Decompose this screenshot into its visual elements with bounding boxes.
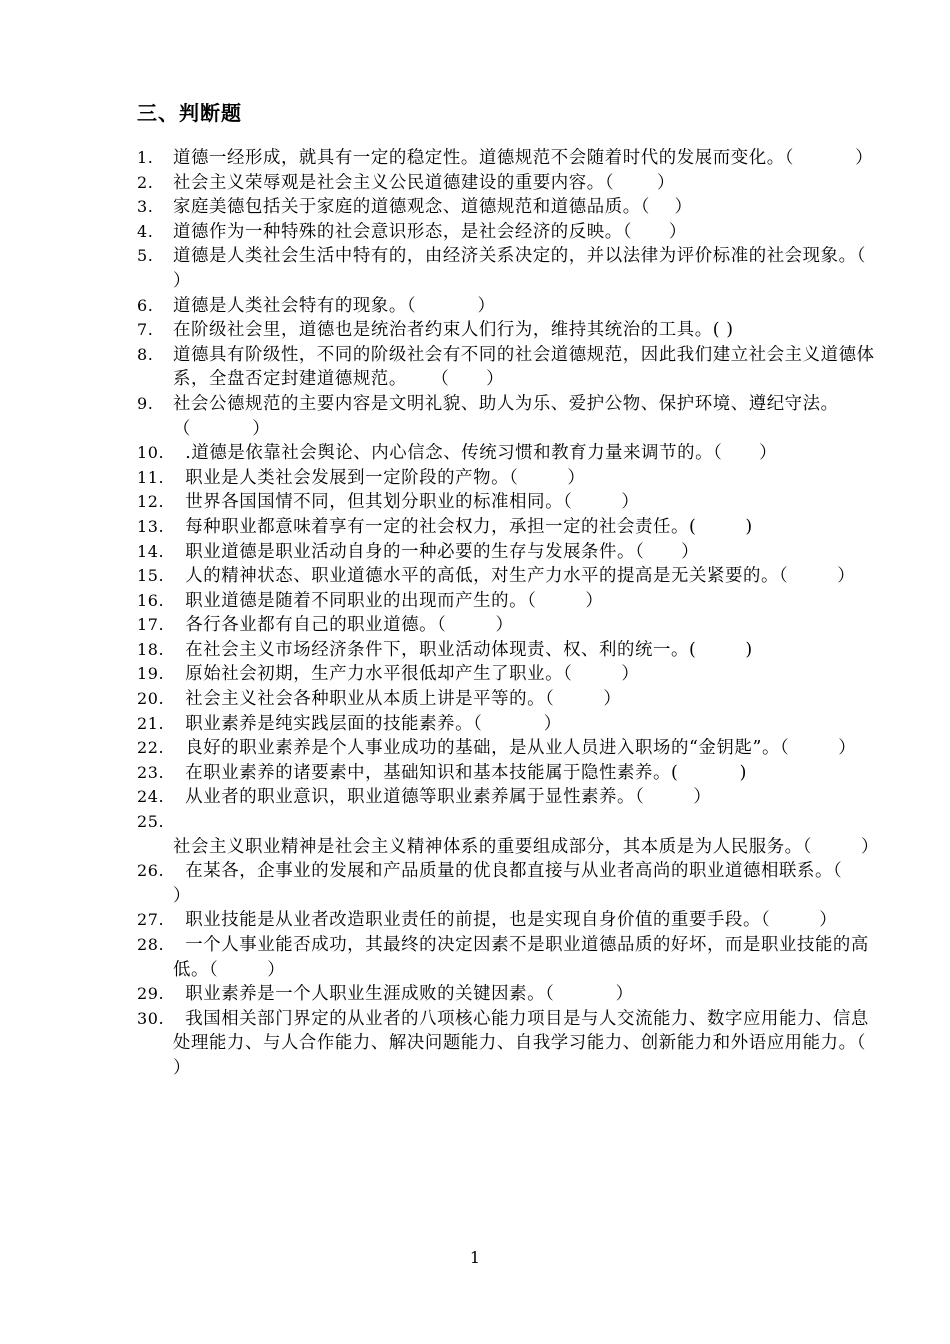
question-text: 从业者的职业意识，职业道德等职业素养属于显性素养。（ ）	[173, 787, 712, 808]
question-number: 9.	[137, 393, 154, 413]
question-text: 我国相关部门界定的从业者的八项核心能力项目是与人交流能力、数字应用能力、信息处理能力、与人合作能力、解决问题能力、自我学习能力、创新能力和外语应用能力。（ ）	[173, 1008, 928, 1078]
question-number: 1.	[137, 148, 154, 167]
question-text: 在社会主义市场经济条件下，职业活动体现责、权、利的统一。( )	[173, 639, 753, 660]
question-item	[137, 244, 928, 293]
question-text: 职业素养是一个人职业生涯成败的关键因素。（ ）	[173, 984, 634, 1005]
question-item	[137, 982, 885, 1007]
question-number: 26.	[137, 861, 165, 881]
question-text: 各行各业都有自己的职业道德。（ ）	[173, 615, 514, 636]
question-item	[137, 441, 885, 466]
question-item	[137, 589, 885, 614]
question-text: 良好的职业素养是个人事业成功的基础，是从业人员进入职场的“金钥匙”。（ ）	[173, 738, 857, 759]
question-item	[137, 908, 885, 933]
section-title: 三、判断题	[137, 101, 242, 125]
question-item	[137, 859, 904, 908]
question-number: 29.	[137, 984, 165, 1004]
question-text: 道德作为一种特殊的社会意识形态，是社会经济的反映。（ ）	[173, 221, 687, 242]
question-text: 社会公德规范的主要内容是文明礼貌、助人为乐、爱护公物、保护环境、遵纪守法。 （ ）	[173, 393, 943, 439]
question-item	[137, 466, 885, 491]
question-text: 职业是人类社会发展到一定阶段的产物。（ ）	[173, 467, 586, 488]
question-number: 16.	[137, 590, 165, 610]
question-item	[137, 540, 885, 565]
question-number: 21.	[137, 713, 165, 733]
question-number: 24.	[137, 787, 165, 807]
question-number: 18.	[137, 639, 165, 659]
question-text: 社会主义社会各种职业从本质上讲是平等的。（ ）	[173, 689, 622, 710]
question-item	[137, 171, 885, 196]
question-text: 职业道德是职业活动自身的一种必要的生存与发展条件。（ ）	[173, 541, 700, 562]
question-number: 13.	[137, 516, 165, 536]
question-number: 11.	[137, 467, 165, 487]
question-text: .道德是依靠社会舆论、内心信念、传统习惯和教育力量来调节的。（ ）	[173, 443, 778, 464]
question-text: 社会主义荣辱观是社会主义公民道德建设的重要内容。（ ）	[173, 172, 675, 193]
question-item	[137, 785, 885, 810]
question-text: 职业技能是从业者改造职业责任的前提，也是实现自身价值的重要手段。（ ）	[173, 910, 838, 931]
question-number: 14.	[137, 541, 165, 561]
question-item	[137, 662, 885, 687]
question-text: 职业道德是随着不同职业的出现而产生的。（ ）	[173, 590, 604, 611]
question-text: 道德一经形成，就具有一定的稳定性。道德规范不会随着时代的发展而变化。（ ）	[173, 148, 874, 168]
page-number: 1	[469, 1248, 481, 1267]
question-text: 人的精神状态、职业道德水平的高低，对生产力水平的提高是无关紧要的。（ ）	[173, 566, 856, 587]
question-item	[137, 933, 885, 982]
question-text: 在阶级社会里，道德也是统治者约束人们行为，维持其统治的工具。( )	[173, 320, 734, 341]
question-item	[137, 146, 885, 171]
question-text: 在某各，企事业的发展和产品质量的优良都直接与从业者高尚的职业道德相联系。（ ）	[173, 861, 904, 906]
question-item	[137, 736, 885, 761]
question-number: 30.	[137, 1008, 165, 1028]
question-text: 原始社会初期，生产力水平很低却产生了职业。（ ）	[173, 664, 640, 685]
question-number: 12.	[137, 492, 165, 512]
question-text: 职业素养是纯实践层面的技能素养。（ ）	[173, 713, 562, 734]
question-number: 15.	[137, 566, 165, 586]
question-item	[137, 1007, 928, 1081]
question-number: 7.	[137, 320, 154, 340]
question-text: 道德具有阶级性，不同的阶级社会有不同的社会道德规范，因此我们建立社会主义道德体系，全盘否定封建道德规范。 （ ）	[173, 344, 875, 390]
question-number: 28.	[137, 935, 165, 954]
question-item	[137, 687, 885, 712]
question-item	[137, 490, 885, 515]
question-number: 8.	[137, 344, 154, 364]
question-item	[137, 761, 885, 786]
question-item	[137, 220, 885, 245]
question-number: 6.	[137, 295, 154, 315]
question-item	[137, 318, 885, 343]
question-list	[137, 146, 943, 1081]
question-number: 27.	[137, 910, 165, 930]
question-item	[137, 392, 943, 441]
question-item	[137, 638, 885, 663]
question-item	[137, 712, 885, 737]
question-item	[137, 515, 885, 540]
question-number: 25.	[137, 812, 165, 832]
question-item	[137, 294, 885, 319]
question-item	[137, 343, 885, 392]
question-item	[137, 613, 885, 638]
question-text: 世界各国国情不同，但其划分职业的标准相同。（ ）	[173, 492, 640, 513]
question-text: 在职业素养的诸要素中，基础知识和基本技能属于隐性素养。( )	[173, 762, 748, 783]
question-number: 22.	[137, 738, 165, 758]
question-number: 5.	[137, 246, 154, 266]
question-text: 每种职业都意味着享有一定的社会权力，承担一定的社会责任。( )	[173, 516, 753, 537]
question-text: 道德是人类社会特有的现象。（ ）	[173, 295, 496, 316]
question-item	[137, 195, 885, 220]
question-number: 19.	[137, 664, 165, 684]
question-number: 17.	[137, 615, 165, 635]
question-item	[137, 564, 885, 589]
question-number: 3.	[137, 197, 154, 217]
question-text: 家庭美德包括关于家庭的道德观念、道德规范和道德品质。（ ）	[173, 197, 693, 218]
question-number: 10.	[137, 443, 165, 463]
question-number: 23.	[137, 762, 165, 782]
question-text: 一个人事业能否成功，其最终的决定因素不是职业道德品质的好坏，而是职业技能的高低。（ ）	[173, 935, 869, 980]
question-number: 2.	[137, 172, 154, 192]
question-text: 道德是人类社会生活中特有的，由经济关系决定的，并以法律为评价标准的社会现象。（ ）	[173, 246, 928, 291]
question-number: 4.	[137, 221, 154, 241]
question-item	[137, 810, 885, 859]
question-text: 社会主义职业精神是社会主义精神体系的重要组成部分，其本质是为人民服务。（ ）	[173, 812, 879, 857]
question-number: 20.	[137, 689, 165, 709]
